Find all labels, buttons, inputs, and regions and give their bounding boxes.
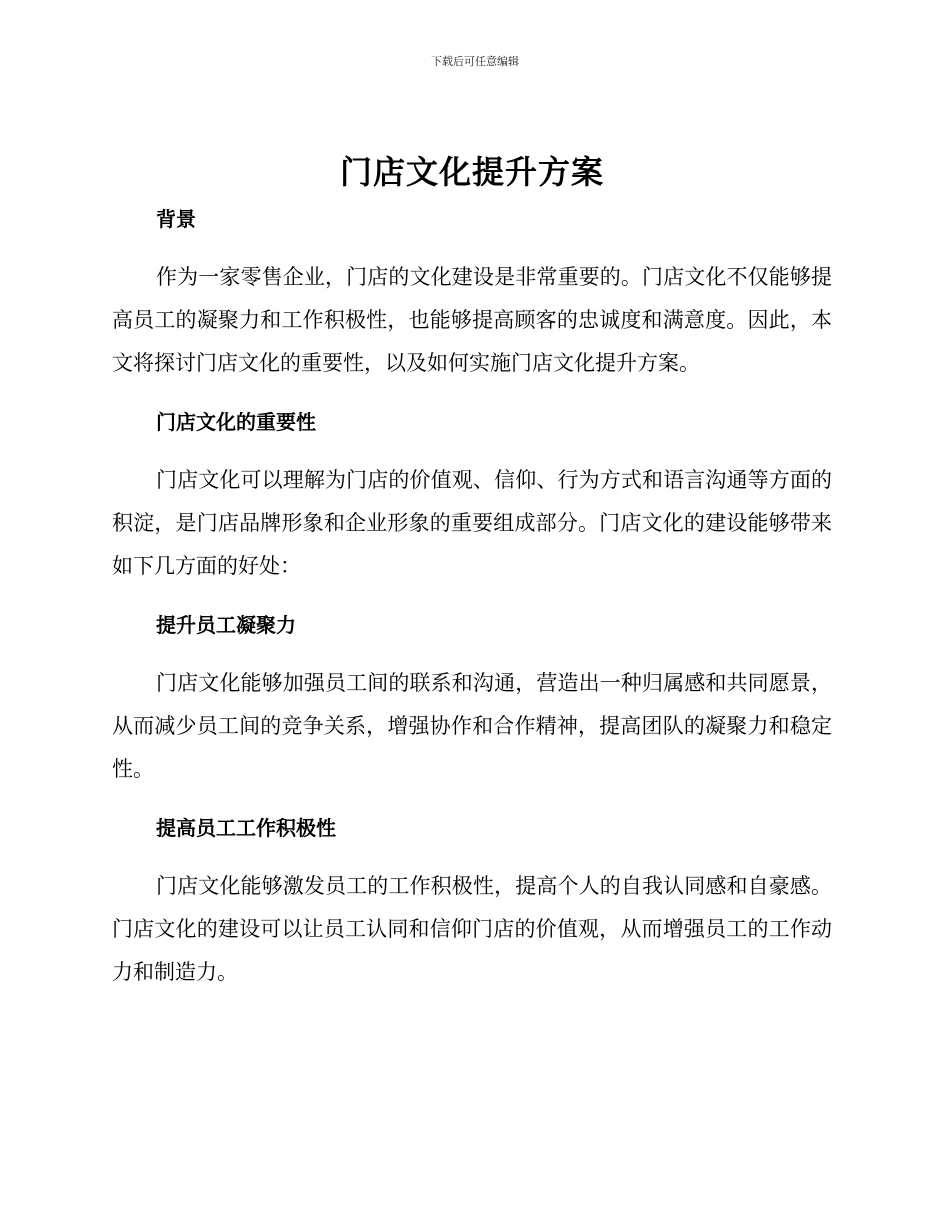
section-heading-motivation: 提高员工工作积极性 [156, 816, 336, 840]
document-body [112, 148, 832, 994]
section-paragraph-motivation: 门店文化能够激发员工的工作积极性，提高个人的自我认同感和自豪感。门店文化的建设可以让员工认同和信仰门店的价值观，从而增强员工的工作动力和制造力。 [112, 874, 832, 984]
section-heading-importance: 门店文化的重要性 [156, 410, 316, 434]
section-paragraph-importance: 门店文化可以理解为门店的价值观、信仰、行为方式和语言沟通等方面的积淀，是门店品牌形象和企业形象的重要组成部分。门店文化的建设能够带来如下几方面的好处： [112, 468, 832, 578]
header-note: 下载后可任意编辑 [431, 55, 519, 68]
section-heading-background: 背景 [156, 207, 196, 231]
section-paragraph-cohesion: 门店文化能够加强员工间的联系和沟通，营造出一种归属感和共同愿景，从而减少员工间的竞争关系，增强协作和合作精神，提高团队的凝聚力和稳定性。 [112, 671, 832, 781]
section-heading-cohesion: 提升员工凝聚力 [156, 613, 296, 637]
section-paragraph-background: 作为一家零售企业，门店的文化建设是非常重要的。门店文化不仅能够提高员工的凝聚力和工作积极性，也能够提高顾客的忠诚度和满意度。因此，本文将探讨门店文化的重要性，以及如何实施门店文化提升方案。 [112, 265, 832, 375]
document-title: 门店文化提升方案 [339, 153, 604, 191]
